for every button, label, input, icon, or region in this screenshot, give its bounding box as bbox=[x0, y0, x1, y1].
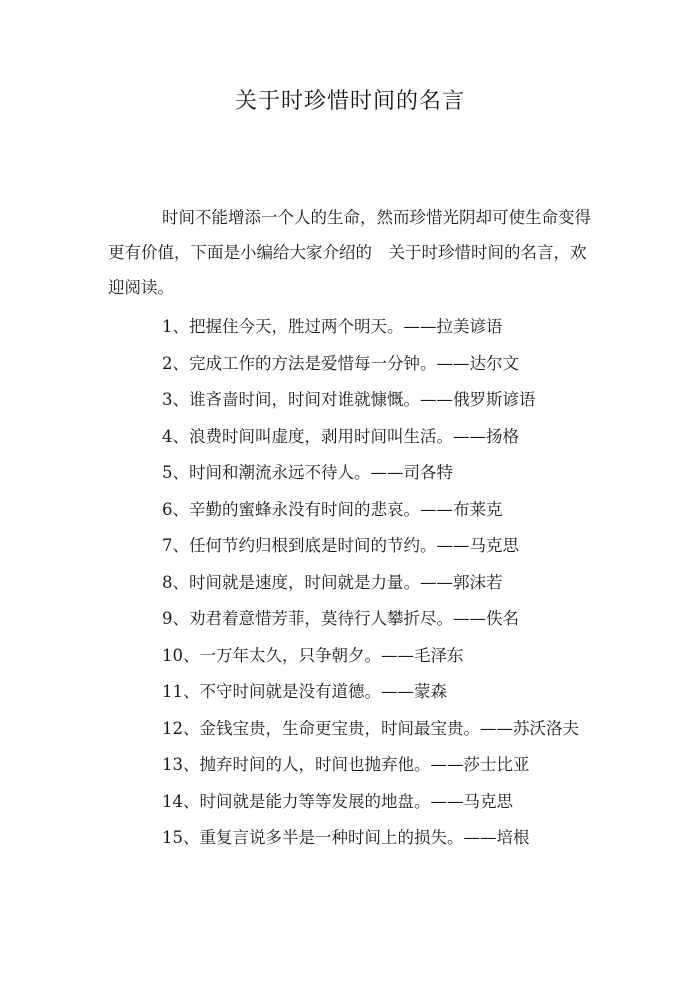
quote-item-1: 1、把握住今天，胜过两个明天。——拉美谚语 bbox=[162, 317, 503, 336]
quote-item-10: 10、一万年太久，只争朝夕。——毛泽东 bbox=[162, 645, 464, 665]
quote-item-11: 11、不守时间就是没有道德。——蒙森 bbox=[162, 682, 447, 701]
intro-paragraph: 时间不能增添一个人的生命，然而珍惜光阴却可使生命变得更有价值，下面是小编给大家介绍的 关于时珍惜时间的名言，欢迎阅读。 bbox=[108, 208, 591, 297]
quote-item-4: 4、浪费时间叫虚度，剥用时间叫生活。——扬格 bbox=[162, 426, 519, 446]
quote-list bbox=[108, 309, 598, 857]
quote-item-13: 13、抛弃时间的人，时间也抛弃他。——莎士比亚 bbox=[162, 755, 530, 774]
quote-item-9: 9、劝君着意惜芳菲，莫待行人攀折尽。——佚名 bbox=[162, 609, 519, 628]
quote-item-5: 5、时间和潮流永远不待人。——司各特 bbox=[162, 463, 453, 482]
quote-item-8: 8、时间就是速度，时间就是力量。——郭沫若 bbox=[162, 572, 503, 592]
quote-item-3: 3、谁吝啬时间，时间对谁就慷慨。——俄罗斯谚语 bbox=[162, 390, 536, 409]
quote-item-12: 12、金钱宝贵，生命更宝贵，时间最宝贵。——苏沃洛夫 bbox=[162, 718, 579, 738]
quote-item-7: 7、任何节约归根到底是时间的节约。——马克思 bbox=[162, 536, 519, 555]
quote-item-6: 6、辛勤的蜜蜂永没有时间的悲哀。——布莱克 bbox=[162, 499, 503, 519]
quote-item-2: 2、完成工作的方法是爱惜每一分钟。——达尔文 bbox=[162, 353, 519, 373]
page-title: 关于时珍惜时间的名言 bbox=[234, 89, 465, 114]
quote-item-15: 15、重复言说多半是一种时间上的损失。——培根 bbox=[162, 828, 530, 847]
quote-item-14: 14、时间就是能力等等发展的地盘。——马克思 bbox=[162, 791, 513, 811]
